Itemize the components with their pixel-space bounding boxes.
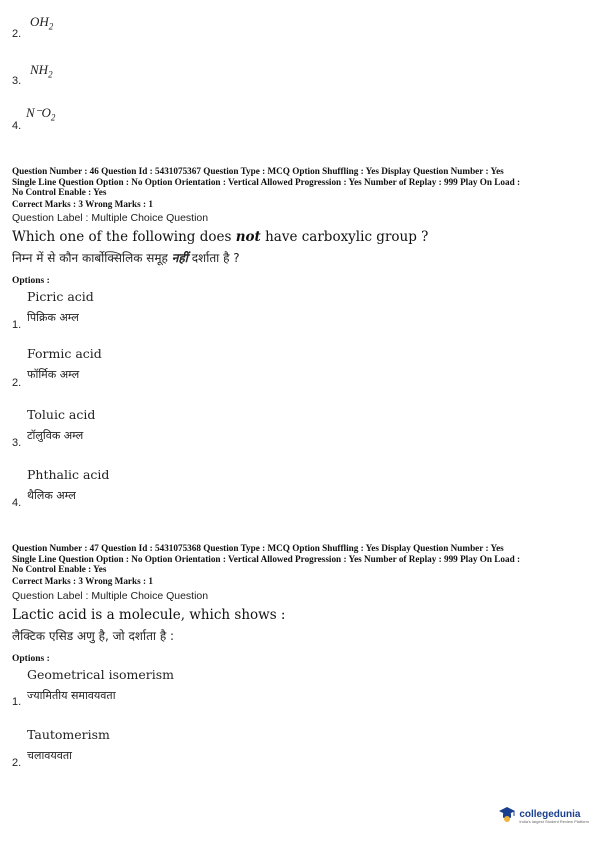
q46-option-4-number: 4. [12,497,22,509]
graduate-cap-icon [498,805,516,828]
q46-meta-line1: Question Number : 46 Question Id : 5431075367 Question Type : MCQ Option Shuffling : Yes Display Question Number : Yes [12,166,504,176]
q46-option-2-number: 2. [12,377,22,389]
q47-question-text-hi: लैक्टिक एसिड अणु है, जो दर्शाता है : [12,629,175,643]
q46-meta-line2: Single Line Question Option : No Option Orientation : Vertical Allowed Progression : Yes Number of Replay : 999 Play On Load : [12,176,521,187]
watermark-text: collegedunia [519,808,581,820]
q47-option-1-number: 1. [12,696,22,708]
q46-option-1-en: Picric acid [27,289,94,304]
q46-option-2-en: Formic acid [27,346,102,361]
q47-option-1-en: Geometrical isomerism [27,667,175,682]
top-option-2-formula: $OH_2$ [30,14,54,32]
q46-option-2-hi: फॉर्मिक अम्ल [27,368,80,381]
q46-option-4-en: Phthalic acid [27,467,110,482]
q46-question-text-en: Which one of the following does not have carboxylic group ? [12,229,429,245]
top-option-3-number: 3. [12,75,22,87]
q46-option-3-en: Toluic acid [27,407,96,422]
q47-option-1-hi: ज्यामितीय समावयवता [27,689,116,702]
top-option-2-number: 2. [12,28,22,40]
q46-option-1-hi: पिक्रिक अम्ल [27,311,79,324]
top-option-4-number: 4. [12,120,22,132]
top-option-3-formula: $NH_2$ [30,62,53,80]
q47-question-text-en: Lactic acid is a molecule, which shows : [12,607,286,623]
q47-marks: Correct Marks : 3 Wrong Marks : 1 [12,576,153,586]
q46-option-1-number: 1. [12,319,22,331]
q47-question-label: Question Label : Multiple Choice Question [12,590,209,602]
q46-option-3-hi: टॉलुविक अम्ल [27,429,84,442]
q46-option-4-hi: थैलिक अम्ल [27,489,76,502]
collegedunia-logo [498,805,589,828]
q47-options-heading: Options : [12,654,50,664]
q46-meta [12,166,592,198]
q47-option-2-number: 2. [12,757,22,769]
top-option-4-formula: $N^-O_2$ [26,105,56,123]
q46-meta-line3: No Control Enable : Yes [12,187,107,197]
q46-options-heading: Options : [12,276,50,286]
q47-meta-line2: Single Line Question Option : No Option Orientation : Vertical Allowed Progression : Yes Number of Replay : 999 Play On Load : [12,553,521,564]
q47-option-2-hi: चलावयवता [27,749,73,762]
q47-meta-line1: Question Number : 47 Question Id : 5431075368 Question Type : MCQ Option Shuffling : Yes Display Question Number : Yes [12,543,504,553]
q47-option-2-en: Tautomerism [27,727,110,742]
q46-question-text-hi: निम्न में से कौन कार्बोक्सिलिक समूह नहीं दर्शाता है ? [12,251,240,265]
q47-meta-line3: No Control Enable : Yes [12,564,107,574]
watermark-tagline: India's largest Student Review Platform [519,818,589,824]
q46-option-3-number: 3. [12,437,22,449]
q46-marks: Correct Marks : 3 Wrong Marks : 1 [12,199,153,209]
q47-meta [12,543,592,575]
q46-question-label: Question Label : Multiple Choice Question [12,212,209,224]
